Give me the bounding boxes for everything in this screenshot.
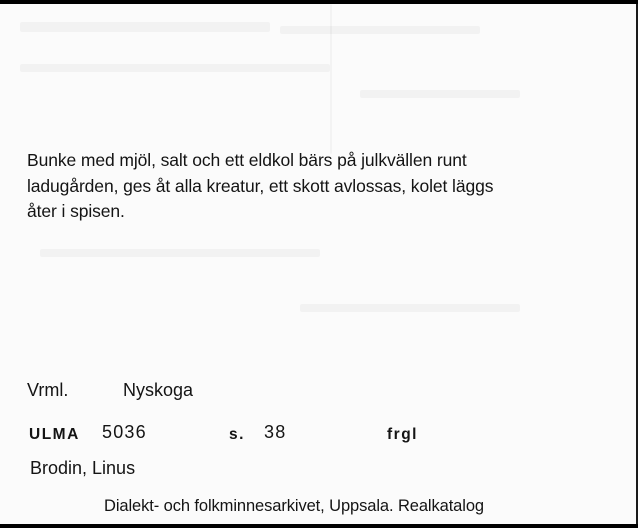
page-number: 38 (264, 422, 287, 442)
description-line: Bunke med mjöl, salt och ett eldkol bärs på julkvällen runt (27, 150, 467, 170)
archive-footer: Dialekt- och folkminnesarkivet, Uppsala. Realkatalog (104, 497, 484, 515)
show-through-mark (300, 304, 520, 312)
card-description (27, 148, 617, 225)
show-through-mark (20, 64, 330, 72)
collector-name: Brodin, Linus (30, 458, 136, 478)
ulma-label: ULMA (29, 426, 80, 443)
category-code: frgl (387, 426, 418, 443)
show-through-mark (40, 249, 320, 257)
catalog-card (0, 4, 638, 524)
description-line: ladugården, ges åt alla kreatur, ett skott avlossas, kolet läggs (27, 175, 494, 196)
place-name: Nyskoga (123, 380, 194, 400)
show-through-mark (280, 26, 480, 34)
description-line: åter i spisen. (27, 201, 125, 221)
show-through-mark (20, 22, 270, 32)
show-through-mark (360, 90, 520, 98)
ulma-number: 5036 (102, 422, 147, 442)
region-label: Vrml. (27, 380, 69, 400)
page-label: s. (229, 426, 245, 443)
